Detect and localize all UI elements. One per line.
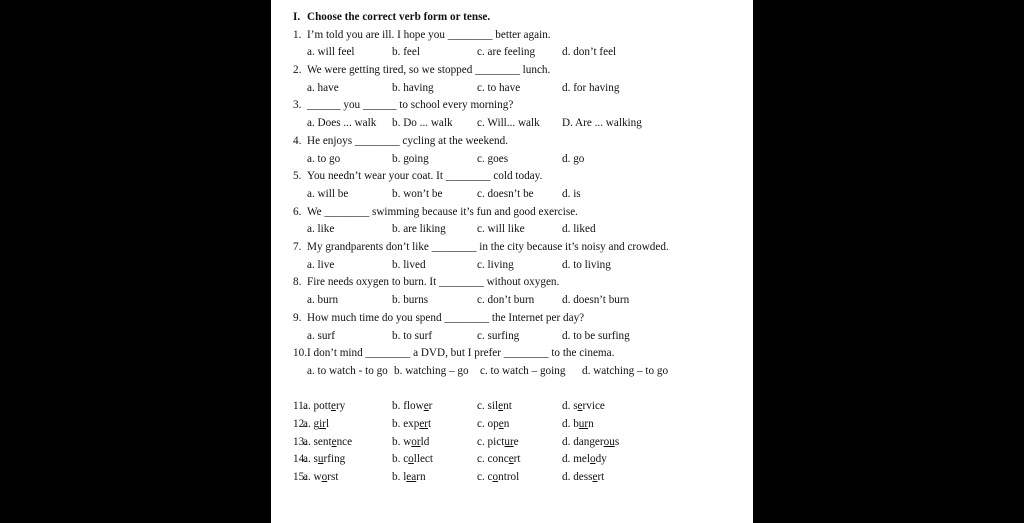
underlined-sound: e <box>508 453 514 466</box>
word-prefix: c. sil <box>477 400 499 413</box>
answer-option-a[interactable]: a. will be <box>307 187 349 200</box>
answer-option-a[interactable]: a. will feel <box>307 46 355 59</box>
question-number: 7. <box>293 241 302 254</box>
underlined-sound: ur <box>504 435 514 448</box>
word-suffix: rvice <box>582 400 605 413</box>
word-prefix: a. g <box>303 417 320 430</box>
question-7 <box>293 239 748 257</box>
underlined-sound: e <box>423 400 429 413</box>
answer-option-c[interactable]: c. don’t burn <box>477 294 535 307</box>
underlined-sound: e <box>592 471 598 484</box>
question-2 <box>293 62 748 80</box>
word-prefix: b. exp <box>392 417 420 430</box>
underlined-sound: o <box>589 453 596 466</box>
exercise-content <box>293 9 748 487</box>
pronunciation-question-15 <box>293 469 748 487</box>
answer-options <box>293 292 748 310</box>
answer-option-a[interactable]: a. surf <box>307 329 335 342</box>
word-suffix: rst <box>327 471 339 484</box>
question-number: 1. <box>293 28 302 41</box>
word-option-a[interactable] <box>303 398 345 416</box>
underlined-sound: ur <box>578 417 589 430</box>
section-heading <box>293 9 748 27</box>
word-suffix: rn <box>416 471 426 484</box>
question-number: 9. <box>293 311 302 324</box>
word-option-c[interactable] <box>477 398 512 416</box>
word-suffix: r <box>428 400 433 413</box>
word-option-b[interactable] <box>392 416 431 434</box>
question-number: 3. <box>293 99 302 112</box>
question-1 <box>293 27 748 45</box>
multiple-choice-list <box>293 27 748 381</box>
pronunciation-question-11 <box>293 398 748 416</box>
question-text: How much time do you spend ________ the Internet per day? <box>307 311 585 324</box>
pronunciation-question-12 <box>293 416 748 434</box>
word-option-b[interactable] <box>392 469 426 487</box>
underlined-sound: e <box>577 400 583 413</box>
word-prefix: c. op <box>477 417 499 430</box>
question-text: My grandparents don’t like ________ in the city because it’s noisy and crowded. <box>307 241 669 254</box>
word-prefix: a. w <box>303 471 322 484</box>
underlined-sound: ir <box>319 417 326 430</box>
word-suffix: e <box>513 435 519 448</box>
word-option-a[interactable] <box>303 469 338 487</box>
word-option-c[interactable] <box>477 469 519 487</box>
pronunciation-list <box>293 398 748 486</box>
word-prefix: b. l <box>392 471 407 484</box>
word-option-c[interactable] <box>477 451 521 469</box>
word-suffix: rfing <box>323 453 346 466</box>
question-number: 11. <box>293 400 307 413</box>
section-gap <box>293 381 748 399</box>
word-prefix: a. s <box>303 453 318 466</box>
question-4 <box>293 133 748 151</box>
answer-option-c[interactable]: c. doesn’t be <box>477 187 534 200</box>
word-suffix: t <box>428 417 432 430</box>
answer-options <box>293 115 748 133</box>
word-suffix: nce <box>336 435 353 448</box>
question-number: 12. <box>293 417 307 430</box>
answer-option-c[interactable]: c. surfing <box>477 329 520 342</box>
question-text: We ________ swimming because it’s fun and good exercise. <box>307 205 578 218</box>
answer-option-c[interactable]: c. Will... walk <box>477 117 540 130</box>
underlined-sound: ea <box>406 471 417 484</box>
word-option-b[interactable] <box>392 451 433 469</box>
word-option-a[interactable] <box>303 416 329 434</box>
answer-options <box>293 363 748 381</box>
question-text: Fire needs oxygen to burn. It ________ without oxygen. <box>307 276 560 289</box>
word-option-d[interactable] <box>562 416 594 434</box>
word-prefix: c. pict <box>477 435 505 448</box>
question-number: 10. <box>293 347 307 360</box>
question-text: We were getting tired, so we stopped ________ lunch. <box>307 64 551 77</box>
word-suffix: s <box>614 435 620 448</box>
answer-option-d[interactable]: d. is <box>562 187 581 200</box>
answer-options <box>293 151 748 169</box>
answer-option-b[interactable]: b. watching – go <box>394 364 469 377</box>
word-prefix: a. sent <box>303 435 332 448</box>
underlined-sound: e <box>498 417 504 430</box>
word-option-d[interactable] <box>562 398 605 416</box>
question-3 <box>293 97 748 115</box>
word-option-b[interactable] <box>392 398 432 416</box>
answer-option-c[interactable]: c. goes <box>477 152 509 165</box>
answer-option-a[interactable]: a. have <box>307 81 339 94</box>
word-suffix: ld <box>420 435 430 448</box>
answer-option-c[interactable]: c. will like <box>477 223 525 236</box>
word-prefix: a. pott <box>303 400 331 413</box>
answer-option-d[interactable]: d. go <box>562 152 585 165</box>
answer-option-a[interactable]: a. like <box>307 223 335 236</box>
question-text: ______ you ______ to school every morning? <box>307 99 514 112</box>
answer-options <box>293 221 748 239</box>
question-number: 13. <box>293 435 307 448</box>
question-number: 4. <box>293 134 302 147</box>
answer-option-d[interactable]: d. doesn’t burn <box>562 294 630 307</box>
underlined-sound: o <box>408 453 414 466</box>
answer-option-a[interactable]: a. burn <box>307 294 339 307</box>
answer-option-b[interactable]: b. lived <box>392 258 426 271</box>
underlined-sound: o <box>321 471 328 484</box>
answer-option-b[interactable]: b. Do ... walk <box>392 117 453 130</box>
word-prefix: b. flow <box>392 400 424 413</box>
answer-option-a[interactable]: a. to watch - to go <box>307 364 388 377</box>
question-text: You needn’t wear your coat. It ________ cold today. <box>307 170 543 183</box>
answer-option-b[interactable]: b. going <box>392 152 429 165</box>
word-option-a[interactable] <box>303 434 352 452</box>
word-prefix: d. mel <box>562 453 590 466</box>
answer-option-c[interactable]: c. living <box>477 258 514 271</box>
answer-option-b[interactable]: b. are liking <box>392 223 446 236</box>
answer-option-b[interactable]: b. feel <box>392 46 420 59</box>
word-suffix: n <box>588 417 594 430</box>
question-number: 2. <box>293 64 302 77</box>
answer-options <box>293 186 748 204</box>
worksheet-page <box>271 0 753 523</box>
word-suffix: l <box>326 417 330 430</box>
question-6 <box>293 204 748 222</box>
underlined-sound: o <box>492 471 499 484</box>
word-option-c[interactable] <box>477 434 519 452</box>
word-suffix: rt <box>513 453 521 466</box>
answer-option-c[interactable]: c. to watch – going <box>480 364 566 377</box>
word-option-a[interactable] <box>303 451 345 469</box>
answer-option-b[interactable]: b. having <box>392 81 434 94</box>
word-option-d[interactable] <box>562 451 607 469</box>
word-prefix: d. s <box>562 400 578 413</box>
question-number: 6. <box>293 205 302 218</box>
word-option-d[interactable] <box>562 469 604 487</box>
word-suffix: nt <box>503 400 512 413</box>
underlined-sound: e <box>331 435 337 448</box>
answer-options <box>293 328 748 346</box>
answer-option-a[interactable]: a. live <box>307 258 335 271</box>
question-number: 14. <box>293 453 307 466</box>
answer-option-d[interactable]: d. to be surfing <box>562 329 630 342</box>
question-9 <box>293 310 748 328</box>
answer-option-d[interactable]: d. watching – to go <box>582 364 669 377</box>
word-suffix: dy <box>595 453 607 466</box>
question-text: I don’t mind ________ a DVD, but I prefer ________ to the cinema. <box>307 347 615 360</box>
answer-options <box>293 44 748 62</box>
underlined-sound: or <box>411 435 421 448</box>
word-option-d[interactable] <box>562 434 619 452</box>
word-prefix: d. b <box>562 417 579 430</box>
question-number: 8. <box>293 276 302 289</box>
answer-option-c[interactable]: c. are feeling <box>477 46 536 59</box>
underlined-sound: e <box>498 400 504 413</box>
answer-option-a[interactable]: a. Does ... walk <box>307 117 377 130</box>
section-number: I. <box>293 11 301 23</box>
question-8 <box>293 274 748 292</box>
underlined-sound: er <box>419 417 429 430</box>
question-10 <box>293 345 748 363</box>
answer-option-c[interactable]: c. to have <box>477 81 521 94</box>
word-prefix: c. c <box>477 471 493 484</box>
answer-option-b[interactable]: b. won’t be <box>392 187 443 200</box>
answer-option-d[interactable]: d. don’t feel <box>562 46 617 59</box>
pronunciation-question-14 <box>293 451 748 469</box>
answer-option-a[interactable]: a. to go <box>307 152 341 165</box>
answer-option-d[interactable]: d. liked <box>562 223 596 236</box>
section-title: Choose the correct verb form or tense. <box>307 11 491 23</box>
question-number: 15. <box>293 471 307 484</box>
answer-option-d[interactable]: d. to living <box>562 258 611 271</box>
word-option-c[interactable] <box>477 416 509 434</box>
word-prefix: d. danger <box>562 435 604 448</box>
answer-option-d[interactable]: d. for having <box>562 81 620 94</box>
word-suffix: ry <box>335 400 346 413</box>
word-prefix: b. c <box>392 453 409 466</box>
word-prefix: b. w <box>392 435 412 448</box>
word-suffix: ntrol <box>498 471 520 484</box>
answer-option-b[interactable]: b. to surf <box>392 329 433 342</box>
answer-option-d[interactable]: D. Are ... walking <box>562 117 642 130</box>
question-5 <box>293 168 748 186</box>
underlined-sound: u <box>317 453 324 466</box>
word-suffix: llect <box>413 453 434 466</box>
answer-option-b[interactable]: b. burns <box>392 294 429 307</box>
underlined-sound: e <box>330 400 336 413</box>
question-text: I’m told you are ill. I hope you ________ better again. <box>307 28 551 41</box>
answer-options <box>293 257 748 275</box>
question-text: He enjoys ________ cycling at the weekend. <box>307 134 509 147</box>
word-option-b[interactable] <box>392 434 429 452</box>
word-suffix: rt <box>597 471 605 484</box>
answer-options <box>293 80 748 98</box>
question-number: 5. <box>293 170 302 183</box>
pronunciation-question-13 <box>293 434 748 452</box>
word-prefix: c. conc <box>477 453 509 466</box>
underlined-sound: ou <box>603 435 615 448</box>
word-suffix: n <box>503 417 510 430</box>
word-prefix: d. dess <box>562 471 593 484</box>
